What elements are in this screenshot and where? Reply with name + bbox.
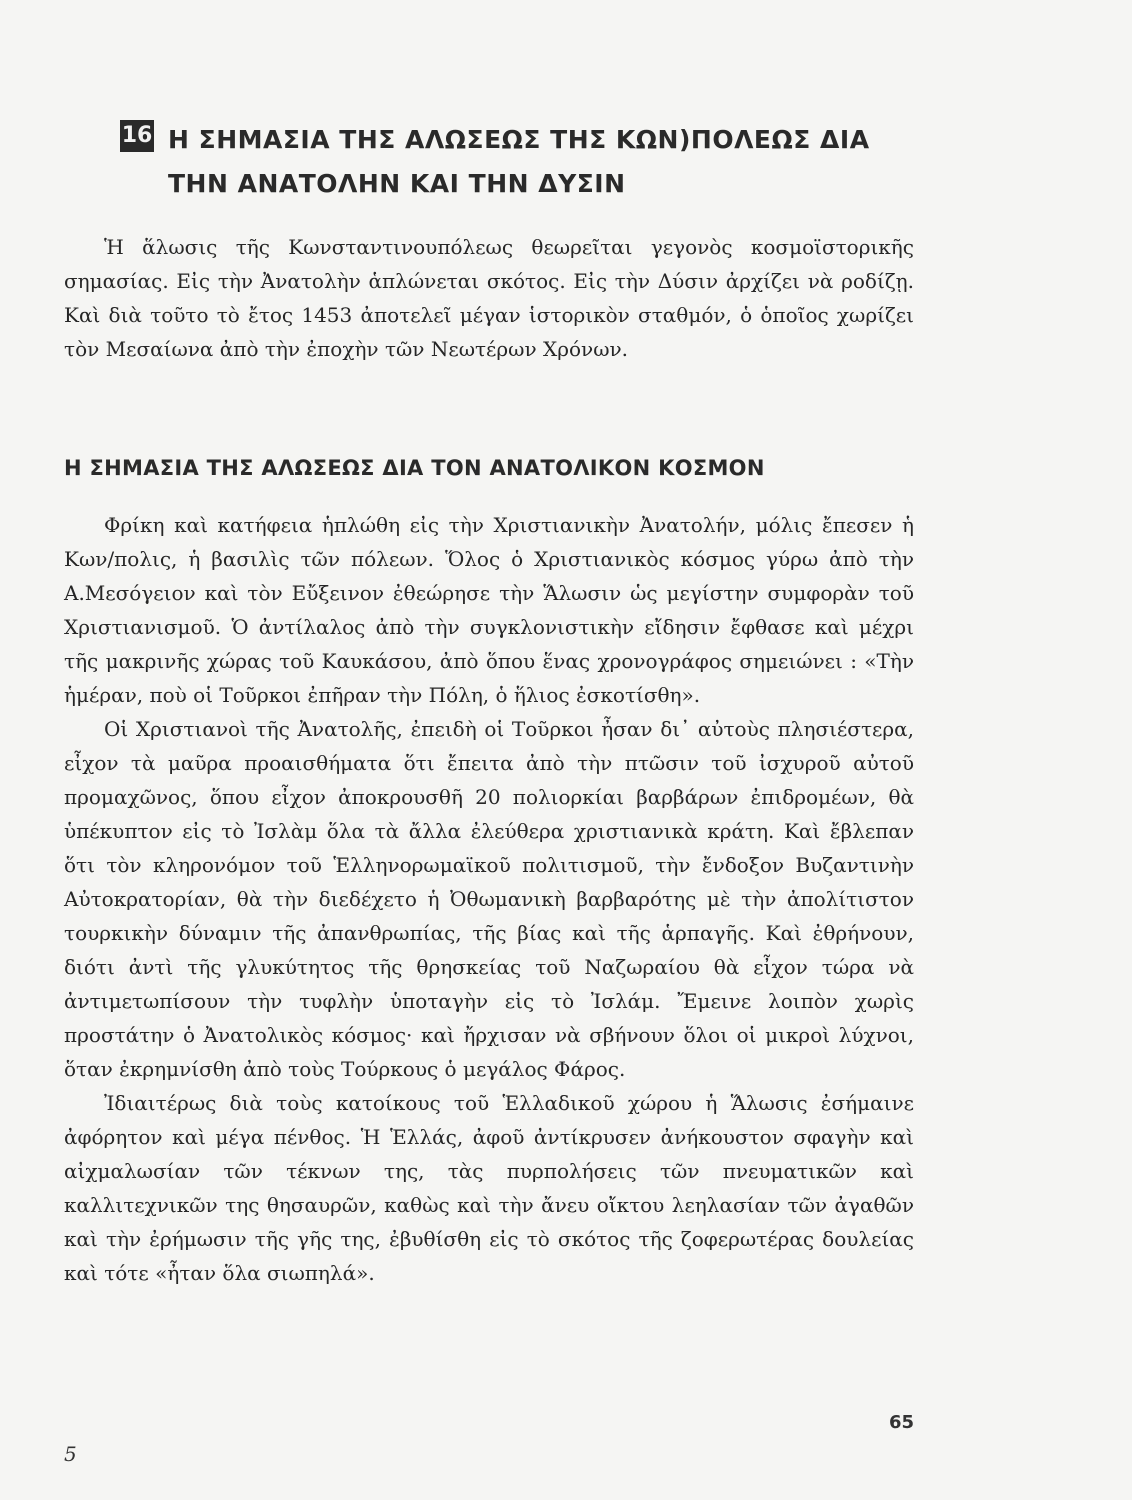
body-paragraph-1: Φρίκη καὶ κατήφεια ἡπλώθη εἰς τὴν Χριστιανικὴν Ἀνατολήν, μόλις ἔπεσεν ἡ Κων/πολις, ἡ βασιλὶς τῶν πόλεων. Ὅλος ὁ Χριστιανικὸς κόσμος γύρω ἀπὸ τὴν Α.Μεσόγειον καὶ τὸν Εὔξεινον ἐθεώρησε τὴν Ἅλωσιν ὡς μεγίστην συμφορὰν τοῦ Χριστιανισμοῦ. Ὁ ἀντίλαλος ἀπὸ τὴν συγκλονιστικὴν εἴδησιν ἔφθασε καὶ μέχρι τῆς μακρινῆς χώρας τοῦ Καυκάσου, ἀπὸ ὅπου ἕνας χρονογράφος σημειώνει : «Τὴν ἡμέραν, ποὺ οἱ Τοῦρκοι ἐπῆραν τὴν Πόλη, ὁ ἥλιος ἐσκοτίσθη». — [64, 513, 914, 707]
signature-mark: 5 — [64, 1442, 77, 1466]
chapter-number-badge: 16 — [120, 120, 154, 152]
chapter-title-line-1: Η ΣΗΜΑΣΙΑ ΤΗΣ ΑΛΩΣΕΩΣ ΤΗΣ ΚΩΝ)ΠΟΛΕΩΣ ΔΙΑ — [168, 125, 870, 154]
page-number: 65 — [888, 1412, 914, 1433]
intro-paragraph: Ἡ ἅλωσις τῆς Κωνσταντινουπόλεως θεωρεῖται γεγονὸς κοσμοϊστορικῆς σημασίας. Εἰς τὴν Ἀνατολὴν ἁπλώνεται σκότος. Εἰς τὴν Δύσιν ἀρχίζει νὰ ροδίζῃ. Καὶ διὰ τοῦτο τὸ ἔτος 1453 ἀποτελεῖ μέγαν ἱστορικὸν σταθμόν, ὁ ὁποῖος χωρίζει τὸν Μεσαίωνα ἀπὸ τὴν ἐποχὴν τῶν Νεωτέρων Χρόνων. — [64, 235, 914, 361]
body-paragraph-3: Ἰδιαιτέρως διὰ τοὺς κατοίκους τοῦ Ἑλλαδικοῦ χώρου ἡ Ἅλωσις ἐσήμαινε ἀφόρητον καὶ μέγα πένθος. Ἡ Ἑλλάς, ἀφοῦ ἀντίκρυσεν ἀνήκουστον σφαγὴν καὶ αἰχμαλωσίαν τῶν τέκνων της, τὰς πυρπολήσεις τῶν πνευματικῶν καὶ καλλιτεχνικῶν της θησαυρῶν, καθὼς καὶ τὴν ἄνευ οἴκτου λεηλασίαν τῶν ἀγαθῶν καὶ τὴν ἐρήμωσιν τῆς γῆς της, ἐβυθίσθη εἰς τὸ σκότος τῆς ζοφερωτέρας δουλείας καὶ τότε «ἦταν ὅλα σιωπηλά». — [64, 1091, 914, 1285]
section-heading: Η ΣΗΜΑΣΙΑ ΤΗΣ ΑΛΩΣΕΩΣ ΔΙΑ ΤΟΝ ΑΝΑΤΟΛΙΚΟΝ ΚΟΣΜΟΝ — [64, 456, 765, 480]
chapter-title — [168, 118, 948, 206]
body-paragraph-2: Οἱ Χριστιανοὶ τῆς Ἀνατολῆς, ἐπειδὴ οἱ Τοῦρκοι ἦσαν δι᾽ αὐτοὺς πλησιέστερα, εἶχον τὰ μαῦρα προαισθήματα ὅτι ἔπειτα ἀπὸ τὴν πτῶσιν τοῦ ἰσχυροῦ αὐτοῦ προμαχῶνος, ὅπου εἶχον ἀποκρουσθῆ 20 πολιορκίαι βαρβάρων ἐπιδρομέων, θὰ ὑπέκυπτον εἰς τὸ Ἰσλὰμ ὅλα τὰ ἄλλα ἐλεύθερα χριστιανικὰ κράτη. Καὶ ἔβλεπαν ὅτι τὸν κληρονόμον τοῦ Ἑλληνορωμαϊκοῦ πολιτισμοῦ, τὴν ἔνδοξον Βυζαντινὴν Αὐτοκρατορίαν, θὰ τὴν διεδέχετο ἡ Ὀθωμανικὴ βαρβαρότης μὲ τὴν ἀπολίτιστον τουρκικὴν δύναμιν τῆς ἀπανθρωπίας, τῆς βίας καὶ τῆς ἁρπαγῆς. Καὶ ἐθρήνουν, διότι ἀντὶ τῆς γλυκύτητος τῆς θρησκείας τοῦ Ναζωραίου θὰ εἶχον τώρα νὰ ἀντιμετωπίσουν τὴν τυφλὴν ὑποταγὴν εἰς τὸ Ἰσλάμ. Ἔμεινε λοιπὸν χωρὶς προστάτην ὁ Ἀνατολικὸς κόσμος· καὶ ἤρχισαν νὰ σβήνουν ὅλοι οἱ μικροὶ λύχνοι, ὅταν ἐκρημνίσθη ἀπὸ τοὺς Τούρκους ὁ μεγάλος Φάρος. — [64, 717, 914, 1081]
intro-text — [64, 230, 914, 366]
chapter-title-line-2: ΤΗΝ ΑΝΑΤΟΛΗΝ ΚΑΙ ΤΗΝ ΔΥΣΙΝ — [168, 169, 626, 198]
section-body — [64, 508, 914, 1290]
